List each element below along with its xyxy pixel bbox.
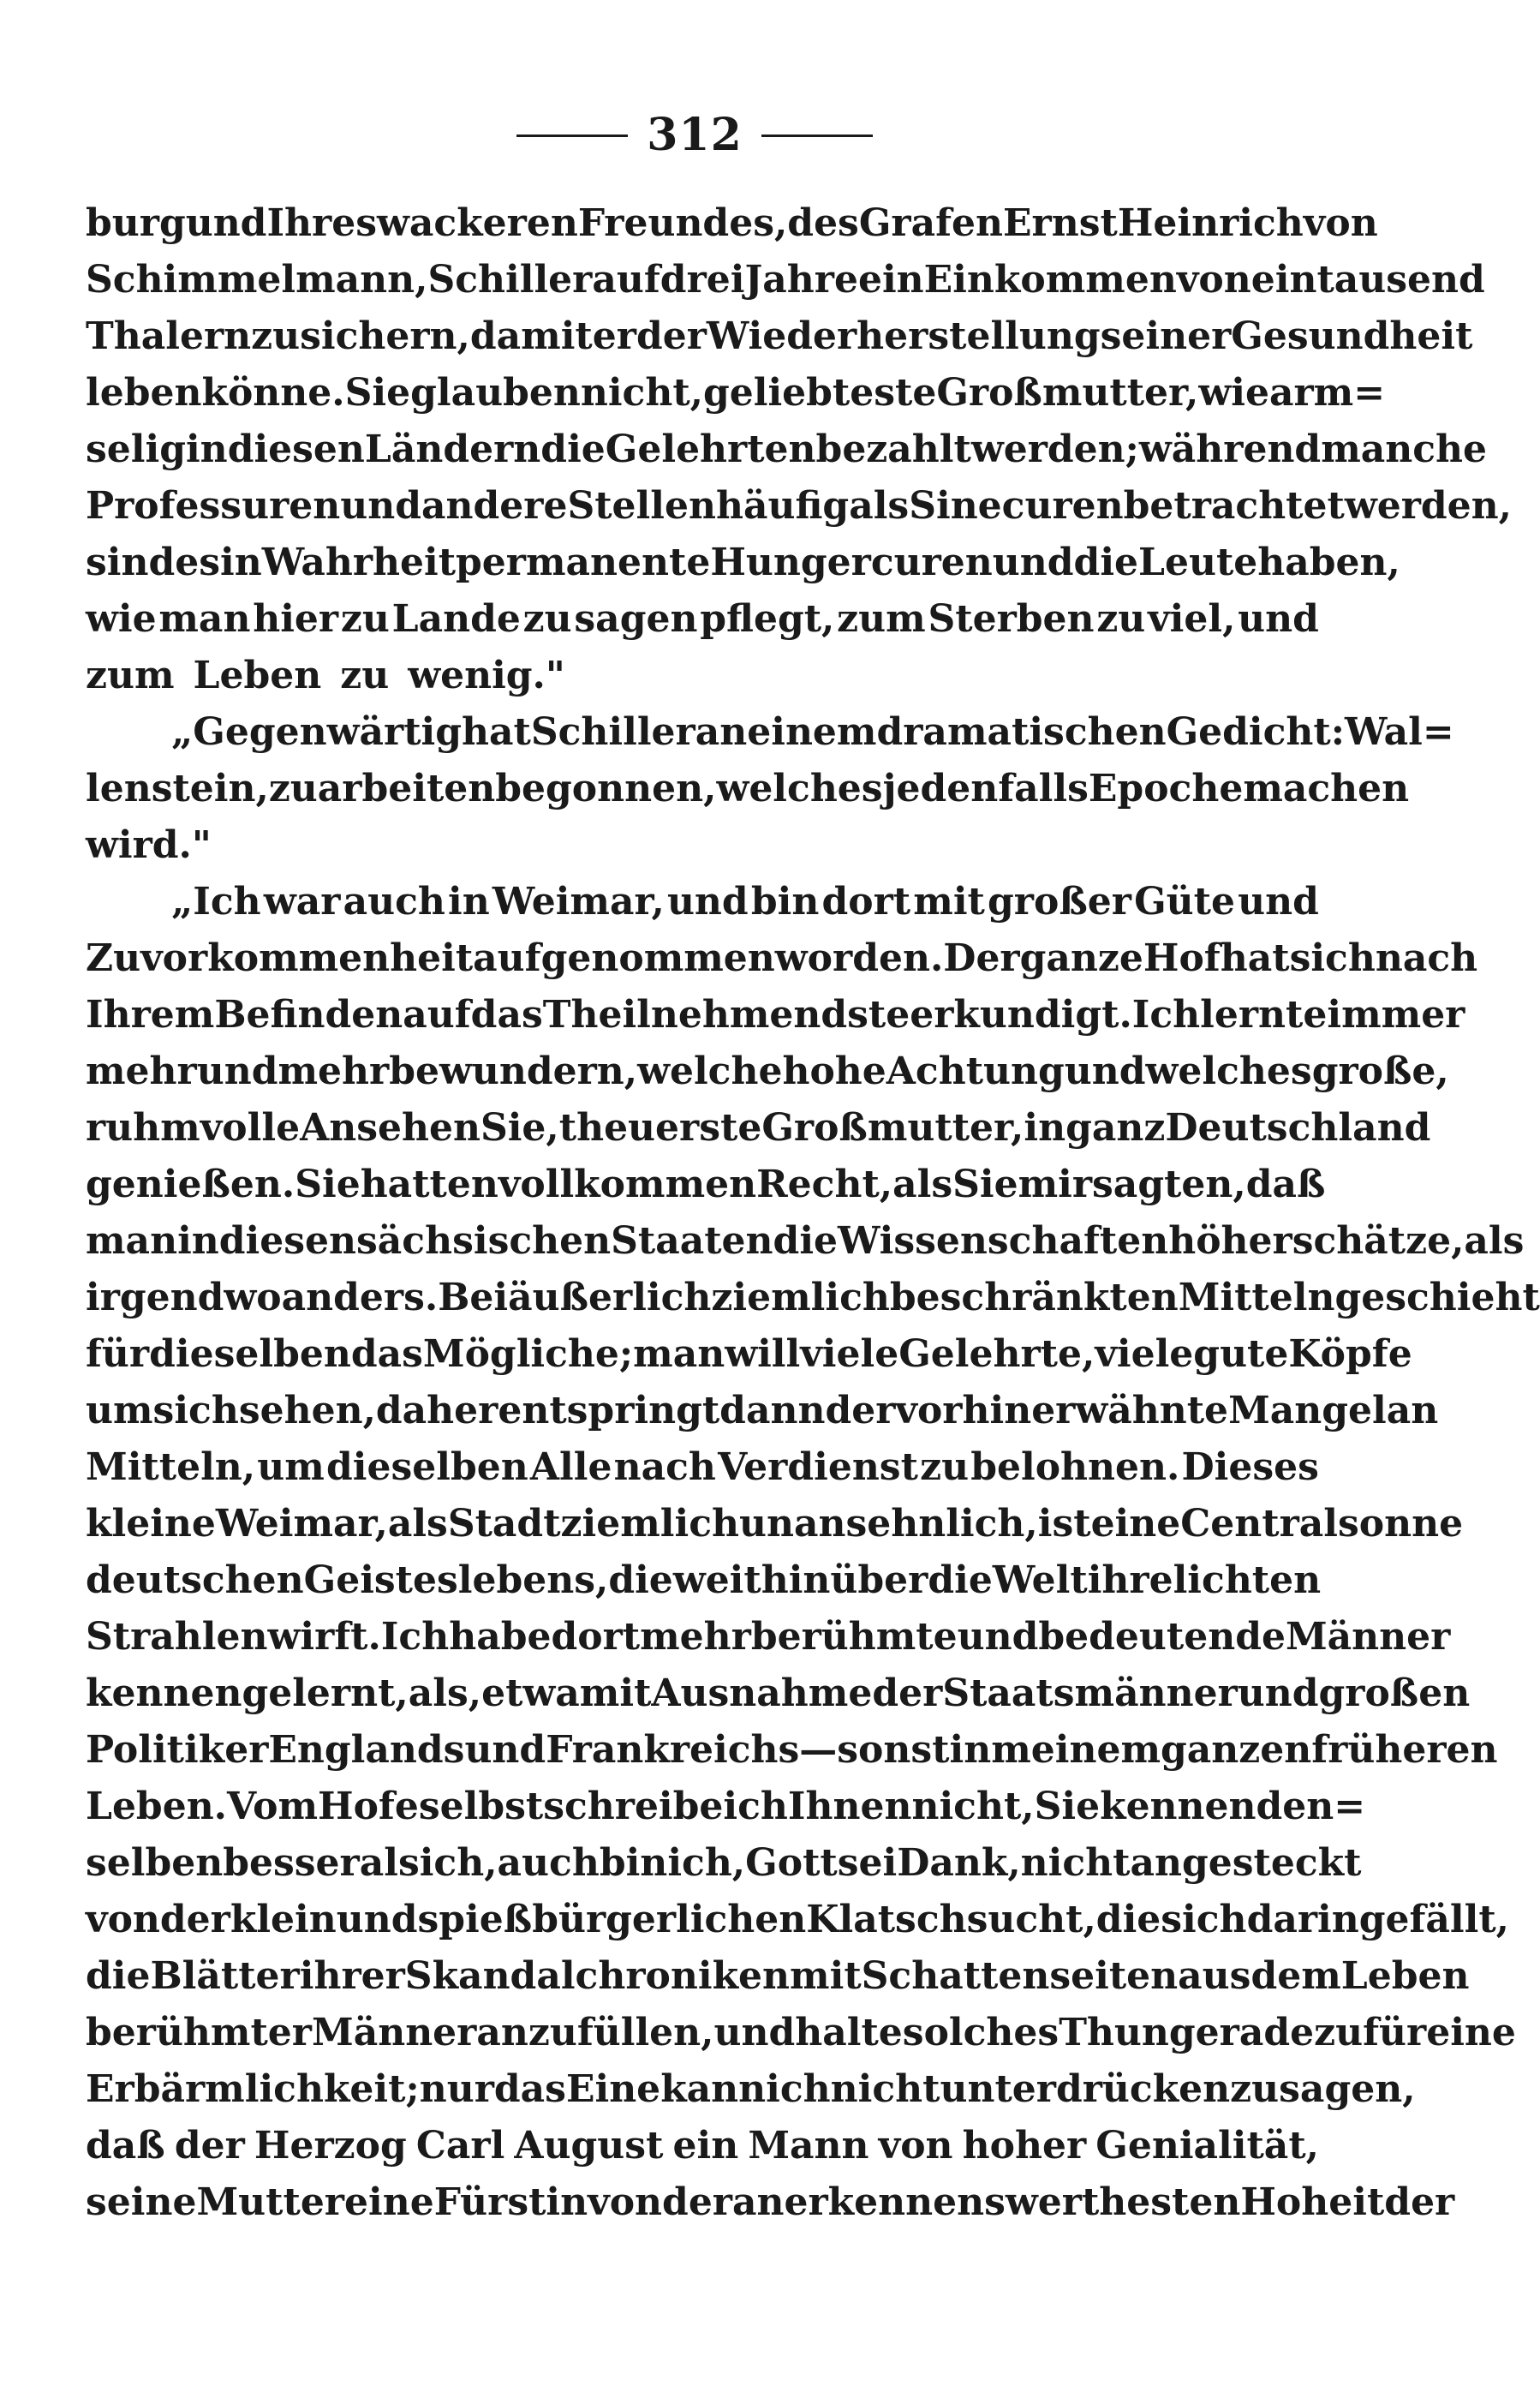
text-line: Mitteln, um dieselben Alle nach Verdienst zu belohnen. Dieses (86, 1445, 1319, 1489)
header-rule-right (761, 135, 873, 137)
page-header (0, 101, 1389, 170)
text-line: leben könne. Sie glauben nicht, geliebteste Großmutter, wie arm= (86, 371, 1386, 415)
text-line: kleine Weimar, als Stadt ziemlich unansehnlich, ist eine Centralsonne (86, 1502, 1464, 1546)
text-line: selig in diesen Ländern die Gelehrten bezahlt werden; während manche (86, 428, 1488, 471)
text-line: wie man hier zu Lande zu sagen pflegt, zum Sterben zu viel, und (86, 597, 1319, 641)
text-line: seine Mutter eine Fürstin von der anerkennenswerthesten Hoheit der (86, 2180, 1455, 2224)
text-line: zum Leben zu wenig." (86, 654, 565, 697)
text-line: Schimmelmann, Schiller auf drei Jahre ein Einkommen von eintausend (86, 258, 1485, 302)
text-line: mehr und mehr bewundern, welche hohe Achtung und welches große, (86, 1049, 1449, 1093)
text-line: sind es in Wahrheit permanente Hungercuren und die Leute haben, (86, 541, 1400, 584)
text-line: daß der Herzog Carl August ein Mann von hoher Genialität, (86, 2124, 1319, 2168)
page-number: 312 (647, 109, 743, 161)
text-line: für dieselben das Mögliche; man will viele Gelehrte, viele gute Köpfe (86, 1332, 1412, 1376)
text-line: Erbärmlichkeit; nur das Eine kann ich nicht unterdrücken zu sagen, (86, 2067, 1416, 2111)
body-text (86, 195, 1540, 2231)
text-line: Ihrem Befinden auf das Theilnehmendste erkundigt. Ich lernte immer (86, 993, 1465, 1037)
text-line: irgend wo anders. Bei äußerlich ziemlich beschränkten Mitteln geschieht (86, 1276, 1540, 1319)
text-line: Thalern zu sichern, damit er der Wiederherstellung seiner Gesundheit (86, 314, 1473, 358)
text-line: die Blätter ihrer Skandalchroniken mit Schattenseiten aus dem Leben (86, 1954, 1470, 1998)
text-line: man in diesen sächsischen Staaten die Wissenschaften höher schätze, als (86, 1219, 1525, 1263)
text-line: burg und Ihres wackeren Freundes, des Grafen Ernst Heinrich von (86, 201, 1378, 245)
text-line: lenstein, zu arbeiten begonnen, welches jedenfalls Epoche machen (86, 767, 1410, 810)
text-line: deutschen Geisteslebens, die weithin über die Welt ihre lichten (86, 1558, 1322, 1602)
text-line: genießen. Sie hatten vollkommen Recht, als Sie mir sagten, daß (86, 1163, 1326, 1206)
text-line: um sich sehen, daher entspringt dann der vorhin erwähnte Mangel an (86, 1389, 1439, 1432)
text-line: Professuren und andere Stellen häufig als Sinecuren betrachtet werden, (86, 484, 1512, 528)
text-line: Leben. Vom Hofe selbst schreibe ich Ihnen nicht, Sie kennen den= (86, 1785, 1366, 1828)
text-line: Politiker Englands und Frankreichs — sonst in meinem ganzen früheren (86, 1728, 1498, 1772)
text-line: wird." (86, 823, 212, 867)
header-rule-left (516, 135, 628, 137)
text-line: berühmter Männer anzufüllen, und halte solches Thun geradezu für eine (86, 2011, 1516, 2054)
text-line: Strahlen wirft. Ich habe dort mehr berühmte und bedeutende Männer (86, 1615, 1451, 1659)
text-line: „Gegenwärtig hat Schiller an einem dramatischen Gedicht: Wal= (171, 710, 1454, 754)
text-line: ruhmvolle Ansehen Sie, theuerste Großmutter, in ganz Deutschland (86, 1106, 1431, 1150)
text-line: selben besser als ich, auch bin ich, Gott sei Dank, nicht angesteckt (86, 1841, 1362, 1885)
text-line: Zuvorkommenheit aufgenommen worden. Der ganze Hof hat sich nach (86, 936, 1478, 980)
text-line: „Ich war auch in Weimar, und bin dort mit großer Güte und (171, 880, 1319, 924)
text-line: von der klein und spießbürgerlichen Klatschsucht, die sich darin gefällt, (86, 1898, 1510, 1941)
text-line: kennen gelernt, als, etwa mit Ausnahme der Staatsmänner und großen (86, 1671, 1471, 1715)
